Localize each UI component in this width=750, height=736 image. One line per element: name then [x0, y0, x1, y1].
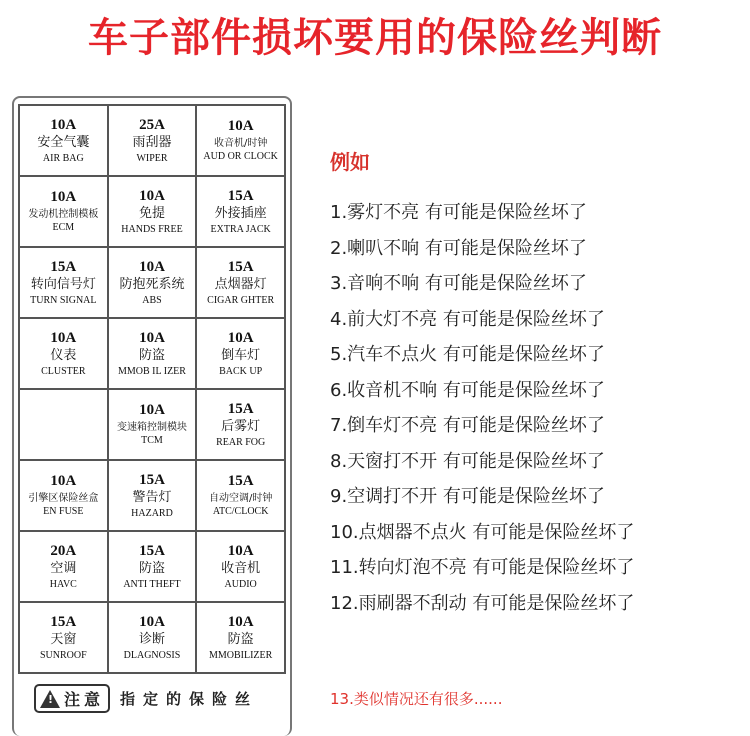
example-item: 8.天窗打不开 有可能是保险丝坏了 — [330, 450, 605, 472]
fuse-cell — [109, 603, 198, 674]
example-item: 10.点烟器不点火 有可能是保险丝坏了 — [330, 521, 635, 543]
fuse-cell — [20, 532, 109, 603]
fuse-label-en: EN FUSE — [43, 506, 84, 518]
fuse-label-cn: 空调 — [50, 560, 77, 576]
fuse-label-en: MMOBILIZER — [208, 649, 273, 661]
fuse-label-cn: 警告灯 — [132, 489, 172, 505]
fuse-cell — [20, 106, 109, 177]
examples-more: 13.类似情况还有很多...... — [330, 690, 503, 708]
fuse-label-cn: 发动机控制模板 — [28, 208, 99, 220]
fuse-amperage: 10A — [227, 613, 254, 630]
example-item: 4.前大灯不亮 有可能是保险丝坏了 — [330, 308, 605, 330]
notice-text: 指定的保险丝 — [120, 690, 259, 708]
warning-icon: ! — [40, 690, 60, 708]
fuse-label-cn: 收音机 — [221, 560, 261, 576]
fuse-label-en: CIGAR GHTER — [207, 294, 275, 306]
notice-label: 注意 — [64, 690, 105, 709]
fuse-amperage: 15A — [50, 613, 77, 630]
fuse-amperage: 15A — [139, 542, 165, 559]
fuse-cell — [20, 248, 109, 319]
fuse-amperage: 10A — [139, 258, 165, 275]
examples-section — [330, 146, 634, 621]
fuse-cell — [197, 603, 286, 674]
fuse-amperage: 15A — [227, 187, 254, 204]
fuse-label-en: HAVC — [49, 578, 77, 590]
fuse-label-cn: 自动空调/时钟 — [208, 492, 273, 504]
page-title: 车子部件损坏要用的保险丝判断 — [88, 15, 662, 61]
fuse-cell — [20, 319, 109, 390]
fuse-label-en: AIR BAG — [42, 152, 84, 164]
fuse-label-cn: 雨刮器 — [132, 134, 172, 150]
fuse-cell — [20, 461, 109, 532]
fuse-amperage: 10A — [139, 329, 165, 346]
fuse-label-cn: 防抱死系统 — [119, 276, 185, 292]
fuse-cell — [109, 532, 198, 603]
fuse-label-cn: 防盗 — [227, 631, 254, 647]
fuse-label-cn: 仪表 — [50, 347, 77, 363]
example-item: 12.雨刷器不刮动 有可能是保险丝坏了 — [330, 592, 635, 614]
fuse-cell — [109, 390, 198, 461]
fuse-cell — [20, 177, 109, 248]
example-item: 3.音响不响 有可能是保险丝坏了 — [330, 273, 587, 294]
fuse-cell — [197, 390, 286, 461]
fuse-cell — [197, 248, 286, 319]
fuse-label-cn: 安全气囊 — [37, 134, 90, 150]
fuse-amperage: 15A — [227, 473, 254, 490]
fuse-amperage: 10A — [139, 613, 165, 630]
fuse-amperage: 25A — [139, 116, 165, 133]
fuse-amperage: 10A — [50, 473, 77, 490]
example-item: 11.转向灯泡不亮 有可能是保险丝坏了 — [330, 557, 635, 578]
fuse-label-en: ABS — [142, 294, 162, 306]
fuse-label-en: ATC/CLOCK — [212, 506, 269, 518]
fuse-amperage: 10A — [227, 118, 254, 135]
fuse-label-cn: 引擎区保险丝盒 — [28, 492, 99, 504]
fuse-cell — [109, 248, 198, 319]
fuse-label-en: TCM — [141, 435, 163, 447]
fuse-label-en: REAR FOG — [216, 436, 266, 448]
fuse-cell — [197, 106, 286, 177]
fuse-cell — [20, 603, 109, 674]
fuse-label-cn: 后雾灯 — [221, 418, 261, 434]
fuse-label-cn: 倒车灯 — [221, 347, 261, 363]
fuse-amperage: 10A — [139, 402, 165, 419]
example-item: 1.雾灯不亮 有可能是保险丝坏了 — [330, 202, 587, 223]
fuse-label-cn: 变速箱控制模块 — [116, 421, 187, 433]
fuse-cell — [197, 319, 286, 390]
fuse-panel — [12, 96, 292, 736]
fuse-label-en: ECM — [52, 222, 75, 234]
fuse-label-en: DLAGNOSIS — [123, 649, 181, 661]
fuse-amperage: 10A — [50, 116, 77, 133]
fuse-label-en: EXTRA JACK — [210, 223, 271, 235]
fuse-amperage: 10A — [139, 187, 165, 204]
fuse-cell — [197, 532, 286, 603]
examples-title: 例如 — [330, 150, 370, 174]
fuse-cell — [20, 390, 109, 461]
fuse-amperage: 10A — [50, 189, 77, 206]
fuse-cell — [197, 461, 286, 532]
fuse-amperage: 20A — [50, 542, 77, 559]
fuse-label-cn: 点烟器灯 — [214, 276, 267, 292]
fuse-amperage: 15A — [227, 400, 254, 417]
fuse-label-en: WIPER — [136, 152, 168, 164]
fuse-label-cn: 免提 — [138, 205, 165, 221]
notice-box — [34, 684, 110, 713]
fuse-label-en: BACK UP — [219, 365, 263, 377]
example-item: 5.汽车不点火 有可能是保险丝坏了 — [330, 344, 605, 365]
fuse-label-cn: 外接插座 — [214, 205, 267, 221]
fuse-label-en: HAZARD — [131, 507, 173, 519]
fuse-label-en: SUNROOF — [39, 649, 87, 661]
fuse-label-en: HANDS FREE — [121, 223, 183, 235]
fuse-label-en: ANTI THEFT — [123, 578, 181, 590]
fuse-amperage: 15A — [50, 258, 77, 275]
fuse-label-cn: 防盗 — [138, 560, 165, 576]
fuse-amperage: 15A — [227, 258, 254, 275]
fuse-label-cn: 防盗 — [138, 347, 165, 363]
fuse-label-en: AUDIO — [224, 578, 257, 590]
fuse-amperage: 15A — [139, 471, 165, 488]
fuse-label-en: CLUSTER — [41, 365, 86, 377]
fuse-grid — [18, 104, 286, 674]
fuse-amperage: 10A — [227, 542, 254, 559]
fuse-label-cn: 诊断 — [138, 631, 165, 647]
fuse-label-en: AUD OR CLOCK — [203, 151, 278, 163]
example-item: 7.倒车灯不亮 有可能是保险丝坏了 — [330, 415, 605, 436]
fuse-label-cn: 天窗 — [50, 631, 77, 647]
example-item: 6.收音机不响 有可能是保险丝坏了 — [330, 379, 605, 401]
fuse-label-cn: 收音机/时钟 — [213, 137, 268, 149]
notice-row — [34, 684, 258, 713]
fuse-amperage: 10A — [227, 329, 254, 346]
fuse-label-en: TURN SIGNAL — [30, 294, 97, 306]
fuse-label-cn: 转向信号灯 — [30, 276, 96, 292]
fuse-label-en: MMOB IL IZER — [118, 365, 186, 377]
example-item: 9.空调打不开 有可能是保险丝坏了 — [330, 486, 605, 507]
fuse-cell — [197, 177, 286, 248]
fuse-cell — [109, 319, 198, 390]
fuse-cell — [109, 106, 198, 177]
example-item: 2.喇叭不响 有可能是保险丝坏了 — [330, 237, 587, 259]
fuse-cell — [109, 177, 198, 248]
fuse-amperage: 10A — [50, 329, 77, 346]
fuse-cell — [109, 461, 198, 532]
examples-list — [330, 195, 634, 621]
